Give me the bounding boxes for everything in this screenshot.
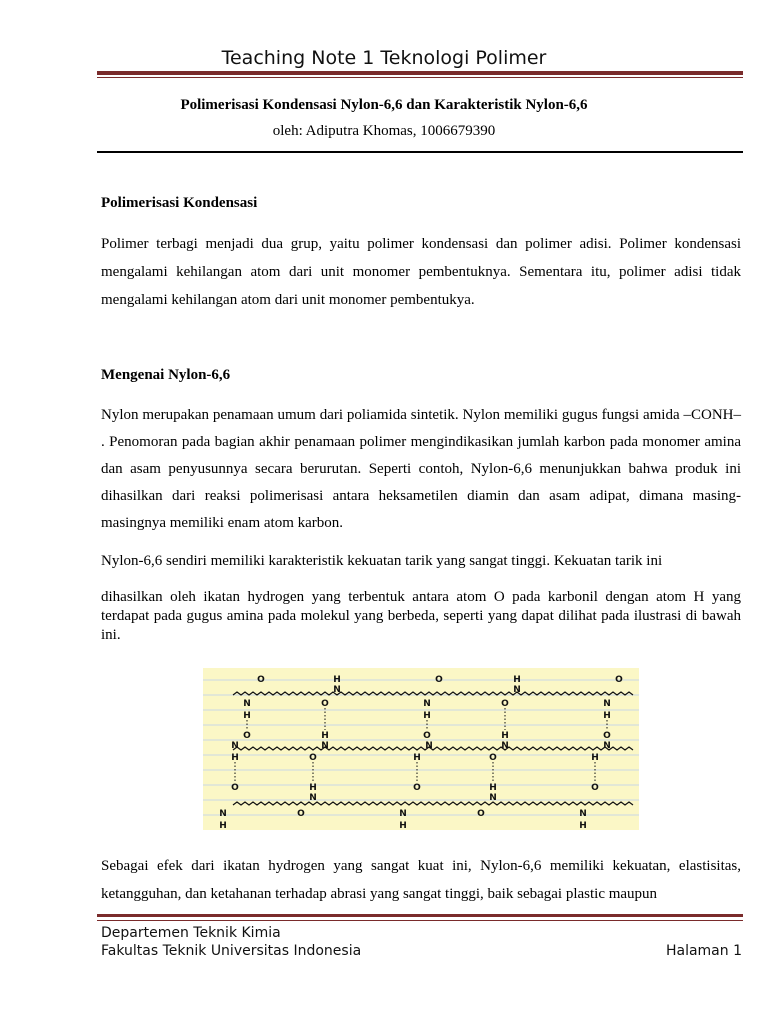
svg-text:H: H [603, 711, 611, 721]
svg-text:H: H [243, 711, 251, 721]
svg-text:N: N [603, 741, 611, 751]
title-divider [97, 151, 743, 153]
svg-text:N: N [243, 699, 251, 709]
svg-text:N: N [579, 809, 587, 819]
svg-text:H: H [413, 753, 421, 763]
section-heading-polimerisasi: Polimerisasi Kondensasi [101, 195, 258, 211]
svg-text:N: N [399, 809, 407, 819]
header-title: Teaching Note 1 Teknologi Polimer [221, 47, 547, 69]
svg-text:N: N [219, 809, 227, 819]
svg-text:N: N [501, 741, 509, 751]
svg-text:N: N [423, 699, 431, 709]
svg-text:N: N [603, 699, 611, 709]
svg-text:H: H [501, 731, 509, 741]
svg-text:N: N [321, 741, 329, 751]
svg-text:O: O [489, 753, 497, 763]
document-author: oleh: Adiputra Khomas, 1006679390 [272, 123, 496, 139]
paragraph-kekuatan-tarik: Nylon-6,6 sendiri memiliki karakteristik kekuatan tarik yang sangat tinggi. Kekuatan tarik ini [101, 553, 663, 569]
svg-text:N: N [489, 793, 497, 803]
svg-text:O: O [615, 675, 623, 685]
svg-text:H: H [219, 821, 227, 830]
document-title: Polimerisasi Kondensasi Nylon-6,6 dan Karakteristik Nylon-6,6 [180, 97, 588, 113]
svg-text:O: O [413, 783, 421, 793]
svg-text:H: H [423, 711, 431, 721]
svg-text:O: O [603, 731, 611, 741]
footer-rule-thick [97, 914, 743, 917]
paragraph-nylon-intro: Nylon merupakan penamaan umum dari poliamida sintetik. Nylon memiliki gugus fungsi amida –CONH– . Penomoran pada bagian akhir penamaan polimer mengindikasikan jumlah karbon pada monomer amina dan asam penyusunnya secara berurutan. Seperti contoh, Nylon-6,6 menunjukkan bahwa produk ini dihasilkan dari reaksi polimerisasi antara heksametilen diamin dan asam adipat, dimana masing-masingnya memiliki enam atom karbon. [101, 407, 741, 531]
svg-text:H: H [309, 783, 317, 793]
svg-text:O: O [257, 675, 265, 685]
footer-department: Departemen Teknik Kimia [101, 925, 281, 941]
svg-text:H: H [489, 783, 497, 793]
section-heading-nylon: Mengenai Nylon-6,6 [101, 367, 231, 383]
svg-text:H: H [591, 753, 599, 763]
svg-text:H: H [231, 753, 239, 763]
svg-text:N: N [425, 741, 433, 751]
paragraph-polimer-grup: Polimer terbagi menjadi dua grup, yaitu polimer kondensasi dan polimer adisi. Polimer kondensasi mengalami kehilangan atom dari unit monomer pembentuknya. Sementara itu, polimer adisi tidak mengalami kehilangan atom dari unit monomer pembentukya. [101, 236, 741, 308]
nylon-hydrogen-bond-diagram [203, 668, 639, 830]
svg-text:O: O [321, 699, 329, 709]
svg-text:O: O [297, 809, 305, 819]
footer-rule-thin [97, 920, 743, 921]
svg-text:N: N [231, 741, 239, 751]
header-rule-thin [97, 77, 743, 78]
svg-text:N: N [333, 685, 341, 695]
svg-text:O: O [591, 783, 599, 793]
svg-text:O: O [423, 731, 431, 741]
svg-text:H: H [399, 821, 407, 830]
svg-text:H: H [513, 675, 521, 685]
footer-faculty: Fakultas Teknik Universitas Indonesia [101, 943, 362, 959]
footer-page-number: Halaman 1 [665, 943, 742, 959]
svg-text:O: O [231, 783, 239, 793]
svg-text:O: O [435, 675, 443, 685]
svg-text:H: H [333, 675, 341, 685]
header-rule-thick [97, 71, 743, 75]
svg-text:O: O [243, 731, 251, 741]
svg-text:O: O [501, 699, 509, 709]
svg-text:H: H [321, 731, 329, 741]
svg-text:N: N [513, 685, 521, 695]
paragraph-ikatan-hydrogen: dihasilkan oleh ikatan hydrogen yang terbentuk antara atom O pada karbonil dengan atom H yang terdapat pada gugus amina pada molekul yang berbeda, seperti yang dapat dilihat pada ilustrasi di bawah ini. [101, 589, 741, 643]
svg-text:H: H [579, 821, 587, 830]
svg-text:O: O [477, 809, 485, 819]
paragraph-efek-ikatan: Sebagai efek dari ikatan hydrogen yang sangat kuat ini, Nylon-6,6 memiliki kekuatan, elastisitas, ketangguhan, dan ketahanan terhadap abrasi yang sangat tinggi, baik sebagai plastic maupun [101, 858, 741, 902]
svg-text:N: N [309, 793, 317, 803]
svg-text:O: O [309, 753, 317, 763]
